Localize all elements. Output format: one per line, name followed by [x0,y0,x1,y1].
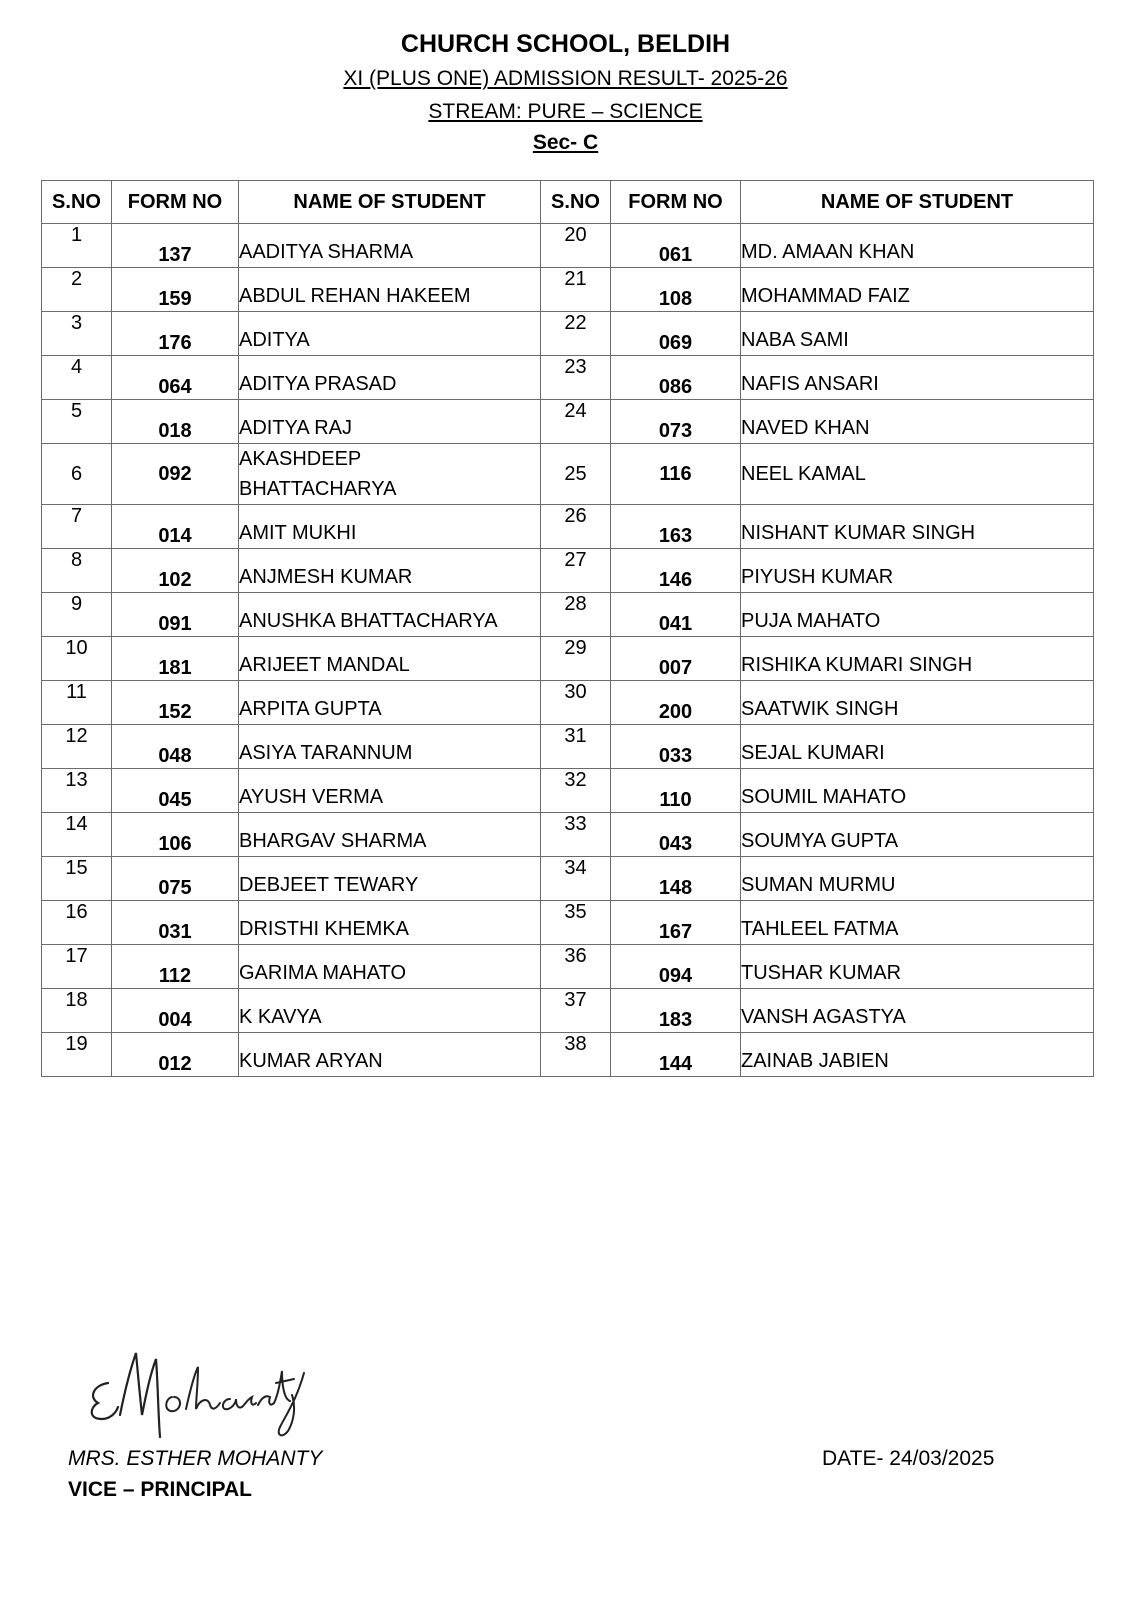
student-name-left-cell: K KAVYA [239,989,541,1033]
sno-left-cell: 6 [42,444,112,505]
sno-left-cell: 8 [42,549,112,593]
table-body [42,224,1094,1077]
table-row [42,268,1094,312]
form-no-right-cell: 073 [611,400,741,444]
form-no-left-cell: 152 [112,681,239,725]
form-no-left-cell: 004 [112,989,239,1033]
student-name-left-cell: ARIJEET MANDAL [239,637,541,681]
sno-right-cell: 22 [541,312,611,356]
form-no-left-cell: 112 [112,945,239,989]
sno-right-cell: 32 [541,769,611,813]
form-no-left-cell: 181 [112,637,239,681]
form-no-right-cell: 200 [611,681,741,725]
form-no-left-cell: 137 [112,224,239,268]
form-no-left-cell: 102 [112,549,239,593]
header-sno-right: S.NO [541,181,611,224]
student-name-left-cell: GARIMA MAHATO [239,945,541,989]
student-name-left-cell: ADITYA [239,312,541,356]
table-row [42,224,1094,268]
form-no-right-cell: 144 [611,1033,741,1077]
table-row [42,312,1094,356]
sno-right-cell: 26 [541,505,611,549]
form-no-right-cell: 163 [611,505,741,549]
header-name-right: NAME OF STUDENT [741,181,1094,224]
stream-label: STREAM: PURE – SCIENCE [428,100,703,123]
table-row [42,769,1094,813]
sno-right-cell: 27 [541,549,611,593]
student-name-right-cell: SEJAL KUMARI [741,725,1094,769]
sno-left-cell: 7 [42,505,112,549]
form-no-right-cell: 033 [611,725,741,769]
student-name-left-cell: DRISTHI KHEMKA [239,901,541,945]
header-sno-left: S.NO [42,181,112,224]
form-no-right-cell: 110 [611,769,741,813]
form-no-right-cell: 061 [611,224,741,268]
signature-image [80,1345,310,1445]
form-no-left-cell: 045 [112,769,239,813]
student-name-left-cell: ADITYA RAJ [239,400,541,444]
student-name-right-cell: MOHAMMAD FAIZ [741,268,1094,312]
sno-left-cell: 9 [42,593,112,637]
form-no-left-cell: 018 [112,400,239,444]
form-no-left-cell: 012 [112,1033,239,1077]
sno-right-cell: 38 [541,1033,611,1077]
table-header-row [42,181,1094,224]
form-no-left-cell: 091 [112,593,239,637]
student-name-left-cell: ANUSHKA BHATTACHARYA [239,593,541,637]
student-name-right-cell: ZAINAB JABIEN [741,1033,1094,1077]
student-name-left-cell: ANJMESH KUMAR [239,549,541,593]
sno-left-cell: 2 [42,268,112,312]
student-name-right-cell: NABA SAMI [741,312,1094,356]
sno-right-cell: 28 [541,593,611,637]
form-no-right-cell: 183 [611,989,741,1033]
table-row [42,945,1094,989]
table-row [42,356,1094,400]
student-name-left-cell: AADITYA SHARMA [239,224,541,268]
form-no-right-cell: 108 [611,268,741,312]
table-row [42,444,1094,505]
form-no-right-cell: 146 [611,549,741,593]
table-row [42,1033,1094,1077]
student-name-left-cell: AMIT MUKHI [239,505,541,549]
sno-left-cell: 19 [42,1033,112,1077]
form-no-right-cell: 069 [611,312,741,356]
table-row [42,989,1094,1033]
sno-right-cell: 33 [541,813,611,857]
student-name-left-cell: BHARGAV SHARMA [239,813,541,857]
sno-left-cell: 5 [42,400,112,444]
signatory-name: MRS. ESTHER MOHANTY [68,1447,323,1470]
student-name-right-cell: PIYUSH KUMAR [741,549,1094,593]
sno-left-cell: 15 [42,857,112,901]
sno-right-cell: 35 [541,901,611,945]
student-name-left-cell: ADITYA PRASAD [239,356,541,400]
table-row [42,901,1094,945]
sno-left-cell: 10 [42,637,112,681]
form-no-right-cell: 116 [611,444,741,505]
section-label: Sec- C [532,131,599,154]
result-title: XI (PLUS ONE) ADMISSION RESULT- 2025-26 [343,67,788,90]
form-no-left-cell: 176 [112,312,239,356]
student-name-right-cell: SUMAN MURMU [741,857,1094,901]
sno-right-cell: 31 [541,725,611,769]
admission-result-table [41,180,1094,1077]
sno-right-cell: 21 [541,268,611,312]
form-no-left-cell: 075 [112,857,239,901]
issue-date: DATE- 24/03/2025 [822,1447,995,1470]
student-name-right-cell: SAATWIK SINGH [741,681,1094,725]
header-form-left: FORM NO [112,181,239,224]
form-no-left-cell: 048 [112,725,239,769]
sno-left-cell: 12 [42,725,112,769]
student-name-left-cell: ABDUL REHAN HAKEEM [239,268,541,312]
form-no-left-cell: 014 [112,505,239,549]
sno-right-cell: 25 [541,444,611,505]
form-no-left-cell: 159 [112,268,239,312]
sno-right-cell: 36 [541,945,611,989]
sno-right-cell: 30 [541,681,611,725]
table-row [42,505,1094,549]
student-name-right-cell: TAHLEEL FATMA [741,901,1094,945]
student-name-right-cell: SOUMYA GUPTA [741,813,1094,857]
form-no-left-cell: 064 [112,356,239,400]
form-no-right-cell: 167 [611,901,741,945]
table-row [42,593,1094,637]
table-row [42,400,1094,444]
form-no-right-cell: 043 [611,813,741,857]
sno-left-cell: 18 [42,989,112,1033]
table-row [42,681,1094,725]
student-name-right-cell: TUSHAR KUMAR [741,945,1094,989]
sno-left-cell: 14 [42,813,112,857]
sno-right-cell: 23 [541,356,611,400]
table-row [42,725,1094,769]
student-name-right-cell: MD. AMAAN KHAN [741,224,1094,268]
signatory-title: VICE – PRINCIPAL [68,1478,252,1501]
form-no-left-cell: 106 [112,813,239,857]
sno-left-cell: 4 [42,356,112,400]
form-no-right-cell: 041 [611,593,741,637]
form-no-left-cell: 092 [112,444,239,505]
sno-right-cell: 29 [541,637,611,681]
student-name-right-cell: PUJA MAHATO [741,593,1094,637]
student-name-left-cell: ASIYA TARANNUM [239,725,541,769]
sno-right-cell: 34 [541,857,611,901]
student-name-right-cell: NAVED KHAN [741,400,1094,444]
student-name-right-cell: NEEL KAMAL [741,444,1094,505]
sno-left-cell: 3 [42,312,112,356]
sno-left-cell: 16 [42,901,112,945]
header-form-right: FORM NO [611,181,741,224]
table-row [42,813,1094,857]
sno-right-cell: 20 [541,224,611,268]
table-row [42,549,1094,593]
student-name-right-cell: SOUMIL MAHATO [741,769,1094,813]
student-name-right-cell: NISHANT KUMAR SINGH [741,505,1094,549]
student-name-left-cell: AYUSH VERMA [239,769,541,813]
school-name: CHURCH SCHOOL, BELDIH [400,30,731,58]
sno-left-cell: 11 [42,681,112,725]
sno-right-cell: 37 [541,989,611,1033]
student-name-left-cell: ARPITA GUPTA [239,681,541,725]
sno-left-cell: 13 [42,769,112,813]
sno-right-cell: 24 [541,400,611,444]
form-no-right-cell: 094 [611,945,741,989]
form-no-right-cell: 007 [611,637,741,681]
form-no-right-cell: 148 [611,857,741,901]
student-name-right-cell: VANSH AGASTYA [741,989,1094,1033]
student-name-left-cell: AKASHDEEP BHATTACHARYA [239,444,541,505]
student-name-right-cell: RISHIKA KUMARI SINGH [741,637,1094,681]
form-no-left-cell: 031 [112,901,239,945]
student-name-right-cell: NAFIS ANSARI [741,356,1094,400]
table-row [42,857,1094,901]
form-no-right-cell: 086 [611,356,741,400]
student-name-left-cell: KUMAR ARYAN [239,1033,541,1077]
student-name-left-cell: DEBJEET TEWARY [239,857,541,901]
header-name-left: NAME OF STUDENT [239,181,541,224]
sno-left-cell: 17 [42,945,112,989]
sno-left-cell: 1 [42,224,112,268]
table-row [42,637,1094,681]
